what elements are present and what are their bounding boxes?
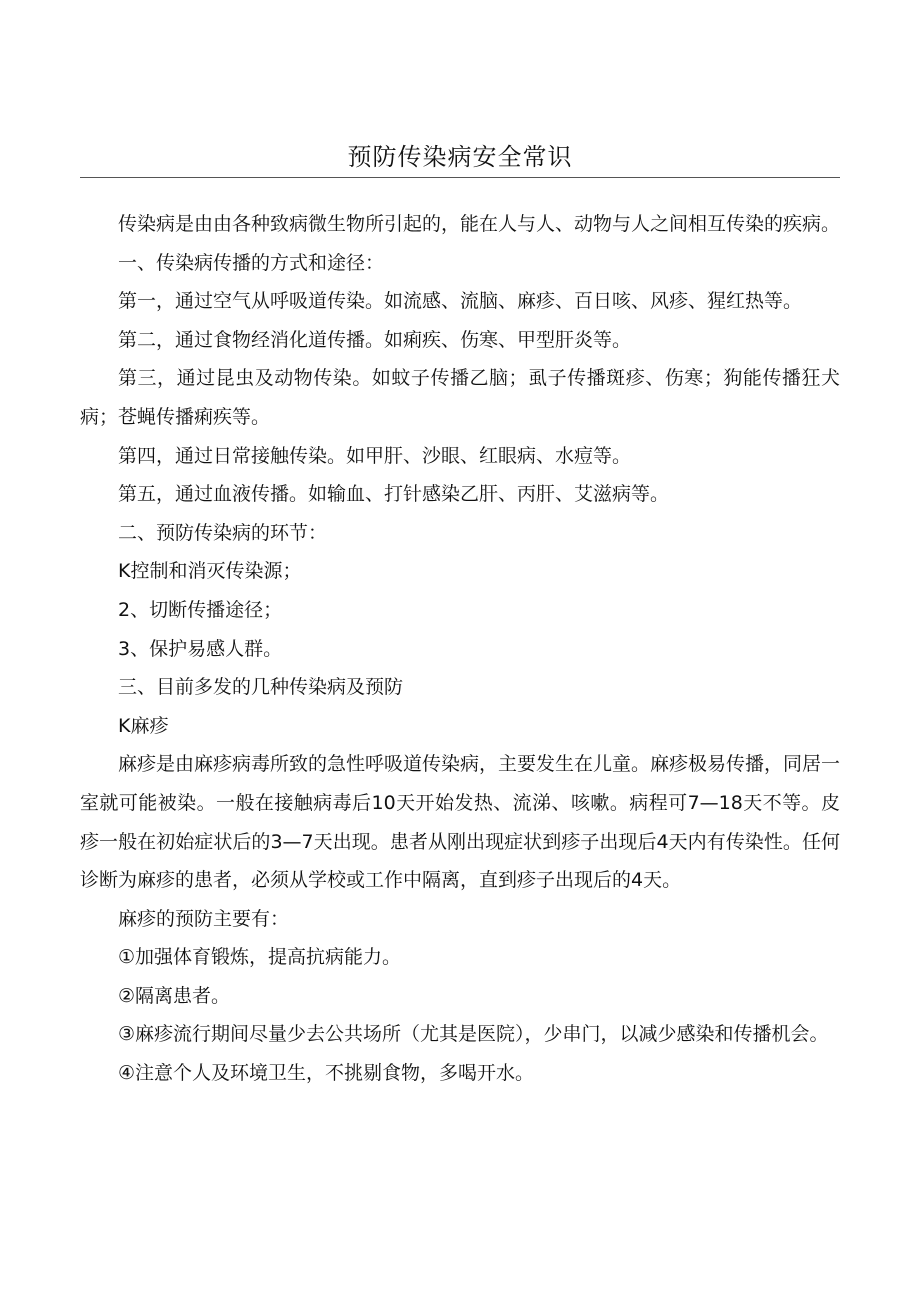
measles-prevention-item-3: ③麻疹流行期间尽量少去公共场所（尤其是医院），少串门，以减少感染和传播机会。 xyxy=(118,1023,829,1046)
prevention-item-2: 2、切断传播途径； xyxy=(118,598,283,621)
prevention-item-3: 3、保护易感人群。 xyxy=(118,637,283,660)
transmission-item-5: 第五，通过血液传播。如输血、打针感染乙肝、丙肝、艾滋病等。 xyxy=(118,483,670,506)
measles-prevention-item-1: ①加强体育锻炼，提高抗病能力。 xyxy=(118,946,402,969)
measles-prevention-item-4: ④注意个人及环境卫生，不挑剔食物，多喝开水。 xyxy=(118,1062,535,1085)
document-title: 预防传染病安全常识 xyxy=(347,143,573,171)
prevention-item-1: K控制和消灭传染源； xyxy=(118,560,302,583)
transmission-item-1: 第一，通过空气从呼吸道传染。如流感、流脑、麻疹、百日咳、风疹、猩红热等。 xyxy=(118,290,803,313)
measles-description: 麻疹是由麻疹病毒所致的急性呼吸道传染病，主要发生在儿童。麻疹极易传播，同居一室就可能被染。一般在接触病毒后10天开始发热、流涕、咳嗽。病程可7—18天不等。皮疹一般在初始症状后的3—7天出现。患者从刚出现症状到疹子出现后4天内有传染性。任何诊断为麻疹的患者，必须从学校或工作中隔离，直到疹子出现后的4天。 xyxy=(80,753,841,892)
transmission-item-3: 第三，通过昆虫及动物传染。如蚊子传播乙脑；虱子传播斑疹、伤寒；狗能传播狂犬病；苍蝇传播痢疾等。 xyxy=(80,367,840,428)
measles-prevention-item-2: ②隔离患者。 xyxy=(118,984,231,1007)
section-heading-diseases: 三、目前多发的几种传染病及预防 xyxy=(118,676,404,699)
section-heading-prevention: 二、预防传染病的环节： xyxy=(118,521,328,544)
intro-paragraph: 传染病是由由各种致病微生物所引起的，能在人与人、动物与人之间相互传染的疾病。 xyxy=(118,213,841,235)
section-heading-transmission: 一、传染病传播的方式和途径： xyxy=(118,251,385,274)
measles-prevention-heading: 麻疹的预防主要有： xyxy=(118,907,290,930)
transmission-item-2: 第二，通过食物经消化道传播。如痢疾、伤寒、甲型肝炎等。 xyxy=(118,328,632,351)
transmission-item-4: 第四，通过日常接触传染。如甲肝、沙眼、红眼病、水痘等。 xyxy=(118,444,632,467)
title-divider xyxy=(80,177,840,178)
document-body xyxy=(80,205,840,1093)
disease-heading-measles: K麻疹 xyxy=(118,714,169,737)
